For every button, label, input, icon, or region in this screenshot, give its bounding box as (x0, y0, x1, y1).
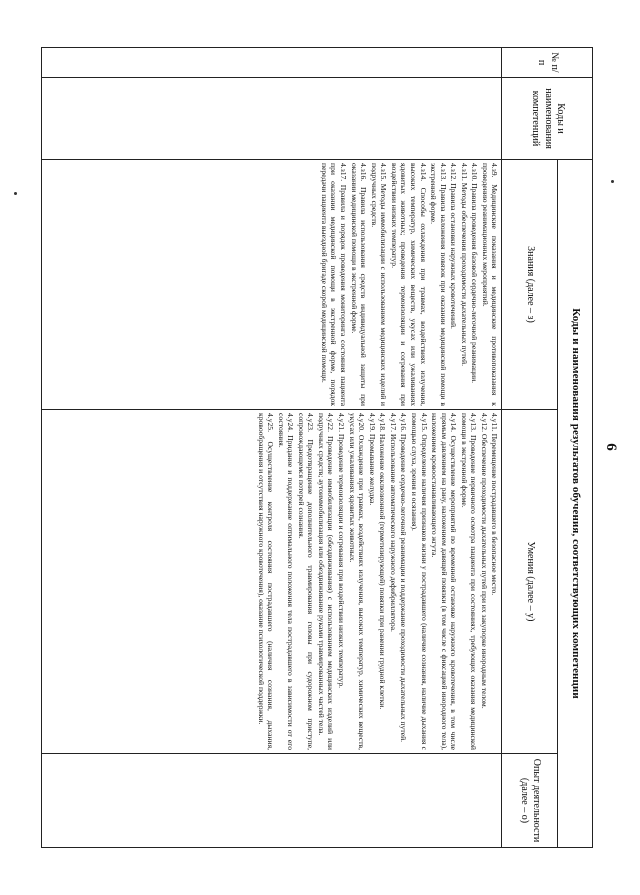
table-row (42, 48, 503, 848)
header-experience: Опыт деятельности (далее – о) (502, 754, 558, 848)
skill-item: 4.у21. Проведение термоизоляции и согревания при воздействии низких температур. (337, 413, 347, 689)
skill-item: 4.у11. Перемещение пострадавшего в безопасное место. (490, 413, 500, 596)
skill-item: 4.у25. Осуществление контроля состояния пострадавшего (наличия сознания, дыхания, кровообращения и отсутствия наружного кровотечения), оказание психологической поддержки. (256, 413, 276, 750)
knowledge-item: 4.з12. Правила остановки наружных кровотечений. (449, 163, 459, 329)
skill-item: 4.у12. Обеспечение проходимости дыхательных путей при их закупорке инородным телом. (479, 413, 489, 709)
scan-speck (14, 192, 17, 195)
skill-item: 4.у22. Проведение иммобилизации (обездвиживания) с использованием медицинских изделий или подручных средств; аутоиммобилизация или обездвиживание руками травмированных частей тела. (316, 413, 336, 750)
knowledge-cell (42, 160, 503, 410)
header-results: Коды и наименования результатов обучения, соответствующих компетенции (558, 160, 593, 848)
knowledge-item: 4.з10. Правила проведения базовой сердечно-легочной реанимации. (470, 163, 480, 384)
skill-item: 4.у17. Использование автоматического наружного дефибриллятора. (388, 413, 398, 632)
header-num: № п/п (502, 48, 593, 78)
knowledge-item: 4.з14. Способы охлаждения при травмах, воздействиях излучения, высоких температур, химических веществ, укусах или ужаливаниях ядовитых животных; проведения термоизоляции и согревания при воздействии низких температур. (389, 163, 428, 406)
header-skills: Умения (далее – у) (502, 410, 558, 754)
skill-item: 4.у13. Проведение первичного осмотра пациента при состояниях, требующих оказания медицинской помощи в экстренной форме. (459, 413, 479, 750)
skill-item: 4.у24. Придание и поддержание оптимального положения тела пострадавшего в зависимости от его состояния. (276, 413, 296, 750)
knowledge-item: 4.з9. Медицинские показания и медицинские противопоказания к проведению реанимационных мероприятий. (480, 163, 500, 406)
scan-speck (611, 180, 614, 183)
skill-item: 4.у19. Промывание желудка. (367, 413, 377, 506)
knowledge-item: 4.з11. Методы обеспечения проходимости дыхательных путей. (459, 163, 469, 367)
skill-item: 4.у18. Наложение окклюзионной (герметизирующей) повязки при ранении грудной клетки. (378, 413, 388, 710)
skill-item: 4.у16. Проведение сердечно-легочной реанимации и поддержание проходимости дыхательных путей. (399, 413, 409, 743)
knowledge-item: 4.з16. Правила использования средств индивидуальной защиты при оказании медицинской помощи в экстренной форме. (349, 163, 369, 406)
skills-cell (42, 410, 503, 754)
skill-item: 4.у23. Предотвращение дополнительного травмирования головы при судорожном приступе, сопровождающемся потерей сознания. (296, 413, 316, 750)
cell-codes (42, 78, 503, 160)
rotated-page (35, 37, 619, 857)
header-row-1 (558, 48, 593, 848)
header-knowledge: Знания (далее – з) (502, 160, 558, 410)
skill-item: 4.у20. Охлаждение при травмах, воздействиях излучения, высоких температур, химических веществ, укусах или ужаливаниях ядовитых животных. (347, 413, 367, 750)
competency-table (41, 47, 593, 848)
page-number: 6 (603, 443, 619, 451)
skill-item: 4.у14. Осуществление мероприятий по временной остановке наружного кровотечения, в том числе прямым давлением на рану, наложением давящей повязки (в том числе с фиксацией инородного тела), наложением кровоостанавливающего жгута. (430, 413, 459, 750)
knowledge-item: 4.з17. Правила и порядок проведения мониторинга состояния пациента при оказании медицинской помощи в экстренной форме, порядок передачи пациента выездной бригаде скорой медицинской помощи. (319, 163, 349, 406)
experience-cell (42, 754, 503, 848)
skill-item: 4.у15. Определение наличия признаков жизни у пострадавшего (наличие сознания, наличие дыхания с помощью слуха, зрения и осязания). (410, 413, 429, 750)
cell-num (42, 48, 503, 78)
knowledge-item: 4.з13. Правила наложения повязок при оказании медицинской помощи в экстренной форме. (429, 163, 448, 406)
header-row-2 (502, 48, 558, 848)
header-codes: Коды и наименования компетенций (502, 78, 593, 160)
knowledge-item: 4.з15. Методы иммобилизации с использованием медицинских изделий и подручных средств. (369, 163, 389, 406)
